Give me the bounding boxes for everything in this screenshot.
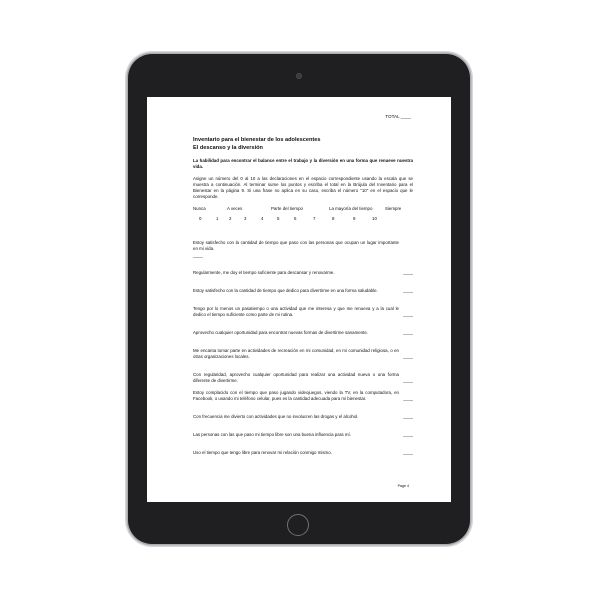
answer-blank[interactable]: ____ bbox=[193, 252, 203, 258]
answer-blank[interactable]: ____ bbox=[403, 431, 413, 437]
document-page bbox=[147, 97, 451, 502]
list-item bbox=[193, 270, 413, 276]
list-item bbox=[193, 330, 413, 336]
item-text: Tengo por lo menos un pasatiempo o una actividad que me interesa y que me renueva y a la cual le dedico el tiempo suficiente como parte de mi rutina. bbox=[193, 305, 399, 318]
total-field: TOTAL ____ bbox=[385, 114, 411, 119]
list-item bbox=[193, 390, 413, 402]
item-text: Aprovecho cualquier oportunidad para encontrar nuevas formas de divertirme sanamente. bbox=[193, 330, 368, 336]
instructions: Asigne un número del 0 al 10 a las declaraciones en el espacio correspondiente usando la escala que se muestra a continuación. Al terminar sume los puntos y escriba el total en la Brújula del Inventario para el Bienestar en la página 9. Si una frase no aplica en su caso, escriba el número "10" en el espacio que le corresponde. bbox=[193, 176, 413, 200]
scale-number: 6 bbox=[294, 215, 297, 221]
item-text: Uso el tiempo que tengo libre para renovar mi relación conmigo mismo. bbox=[193, 449, 332, 455]
list-item bbox=[193, 348, 413, 360]
answer-blank[interactable]: ____ bbox=[403, 287, 413, 293]
scale-label: A veces bbox=[227, 205, 243, 211]
list-item bbox=[193, 288, 413, 294]
item-text: Estoy complacido con el tiempo que paso jugando videojuegos, viendo la TV, en la computadora, en Facebook, o usando mi teléfono celular, pues es la cantidad adecuada para mi bienestar. bbox=[193, 389, 399, 401]
document-title: Inventario para el bienestar de los adolescentes bbox=[193, 137, 321, 143]
camera-icon bbox=[296, 73, 302, 79]
scale-label: La mayoría del tiempo bbox=[329, 205, 373, 211]
list-item bbox=[193, 432, 413, 438]
item-text: Estoy satisfecho con la cantidad de tiempo que paso con las personas que ocupan un lugar importante en mi vida. bbox=[193, 239, 399, 251]
page-number: Page 4 bbox=[397, 484, 409, 488]
list-item bbox=[193, 306, 413, 318]
answer-blank[interactable]: ____ bbox=[403, 378, 413, 384]
item-text: Con regularidad, aprovecho cualquier oportunidad para realizar una actividad nueva o una forma diferente de divertirme. bbox=[193, 372, 399, 384]
answer-blank[interactable]: ____ bbox=[403, 449, 413, 455]
scale-number: 4 bbox=[261, 215, 264, 221]
list-item bbox=[193, 414, 413, 420]
answer-blank[interactable]: ____ bbox=[403, 354, 413, 360]
answer-blank[interactable]: ____ bbox=[403, 312, 413, 318]
answer-blank[interactable]: ____ bbox=[403, 413, 413, 419]
list-item bbox=[193, 450, 413, 456]
scale-number: 3 bbox=[244, 215, 247, 221]
scale-label: Nunca bbox=[193, 205, 206, 211]
scale-label: Parte del tiempo bbox=[271, 205, 303, 211]
scale-number: 0 bbox=[199, 215, 202, 221]
answer-blank[interactable]: ____ bbox=[403, 395, 413, 401]
document-subtitle: El descanso y la diversión bbox=[193, 144, 263, 151]
scale-number: 1 bbox=[216, 215, 219, 221]
item-text: Regularmente, me doy el tiempo suficiente para descansar y renovarme. bbox=[193, 269, 335, 275]
scale-number: 9 bbox=[353, 215, 356, 221]
scale-number: 7 bbox=[313, 215, 316, 221]
document-content bbox=[193, 137, 413, 456]
home-button[interactable] bbox=[287, 514, 309, 536]
item-text: Con frecuencia me divierto con actividades que no involucren las drogas y el alcohol. bbox=[193, 413, 359, 419]
item-text: Las personas con las que paso mi tiempo libre son una buena influencia para mí. bbox=[193, 431, 351, 437]
scale-number: 2 bbox=[229, 215, 232, 221]
list-item bbox=[193, 372, 413, 384]
scale-number: 5 bbox=[277, 215, 280, 221]
item-text: Me encanta tomar parte en actividades de recreación en mi comunidad, en mi comunidad religiosa, o en otras organizaciones locales. bbox=[193, 348, 399, 360]
scale-label: Siempre bbox=[385, 205, 402, 211]
answer-blank[interactable]: ____ bbox=[403, 330, 413, 336]
rating-scale bbox=[193, 206, 413, 228]
item-text: Estoy satisfecho con la cantidad de tiempo que dedico para divertirme en una forma saludable. bbox=[193, 287, 378, 293]
scale-number: 8 bbox=[332, 215, 335, 221]
scale-number: 10 bbox=[372, 215, 377, 221]
answer-blank[interactable]: ____ bbox=[403, 269, 413, 275]
section-summary: La habilidad para encontrar el balance entre el trabajo y la diversión en una forma que renueve nuestra vida. bbox=[193, 158, 413, 170]
list-item bbox=[193, 240, 413, 259]
